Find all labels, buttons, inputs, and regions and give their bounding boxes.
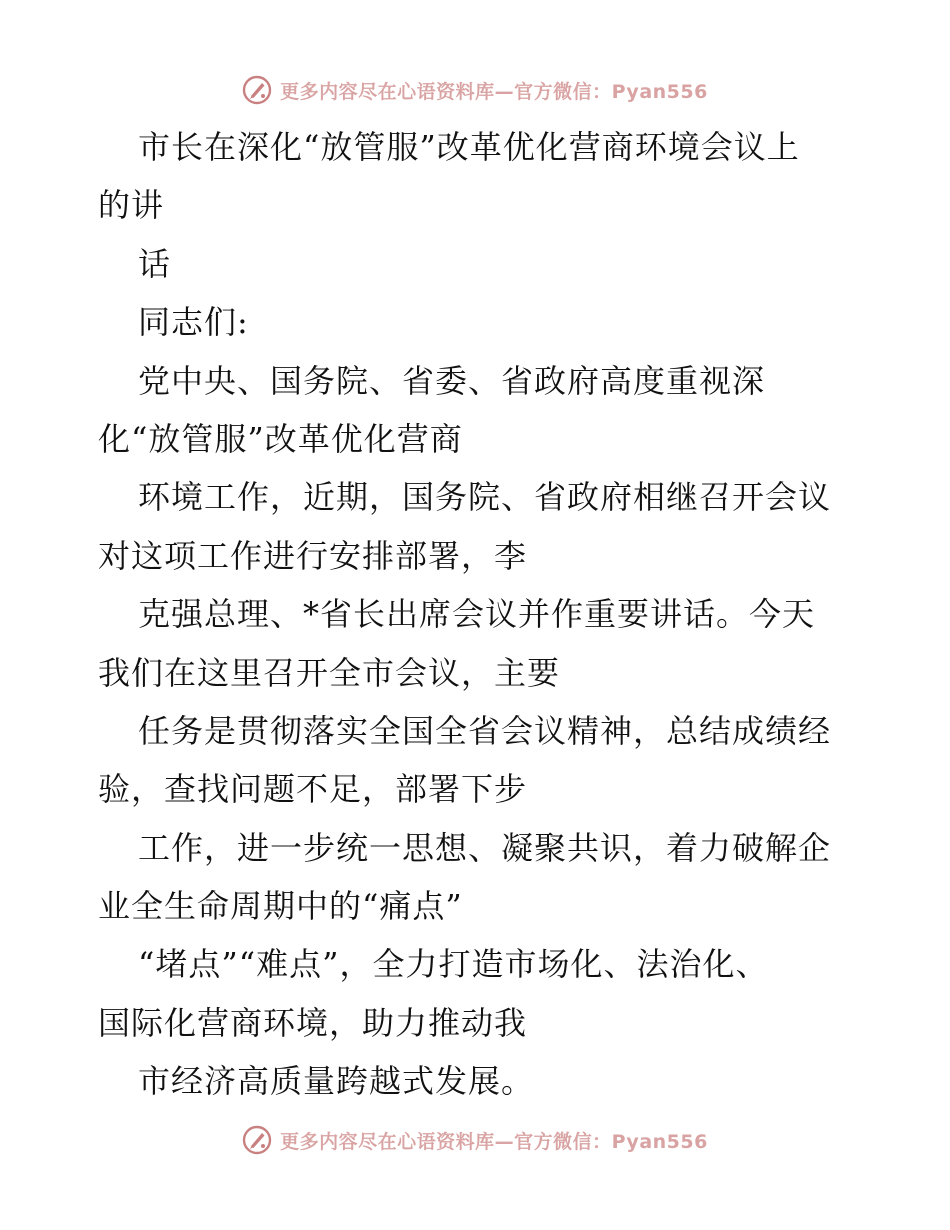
paragraph-line: 环境工作，近期，国务院、省政府相继召开会议 (138, 478, 832, 517)
watermark-text: 更多内容尽在心语资料库—官方微信：Pyan556 (280, 80, 708, 103)
paragraph-line: 业全生命周期中的“痛点” (98, 887, 463, 926)
title-line-2: 的讲 (98, 186, 165, 225)
quill-pen-seal-icon (242, 1125, 272, 1155)
paragraph-line: 对这项工作进行安排部署，李 (98, 536, 528, 575)
quill-pen-seal-icon (242, 75, 272, 105)
document-body (98, 118, 858, 1111)
paragraph-line: 验，查找问题不足，部署下步 (98, 770, 528, 809)
paragraph-line: 克强总理、*省长出席会议并作重要讲话。今天 (138, 595, 816, 634)
salutation-line: 同志们: (138, 303, 249, 342)
paragraph-line: 工作，进一步统一思想、凝聚共识，着力破解企 (138, 828, 832, 867)
footer-watermark (0, 1122, 950, 1158)
paragraph-line: 任务是贯彻落实全国全省会议精神，总结成绩经 (138, 711, 832, 750)
header-watermark (0, 72, 950, 108)
paragraph-line: 我们在这里召开全市会议，主要 (98, 653, 561, 692)
title-line-1: 市长在深化“放管服”改革优化营商环境会议上 (138, 128, 800, 166)
title-line-3: 话 (138, 244, 172, 283)
paragraph-line: “堵点”“难点”，全力打造市场化、法治化、 (138, 945, 769, 984)
paragraph-line: 化“放管服”改革优化营商 (98, 419, 463, 458)
paragraph-line: 党中央、国务院、省委、省政府高度重视深 (138, 361, 766, 400)
paragraph-line: 国际化营商环境，助力推动我 (98, 1003, 528, 1042)
watermark-text: 更多内容尽在心语资料库—官方微信：Pyan556 (280, 1130, 708, 1153)
paragraph-line: 市经济高质量跨越式发展。 (138, 1062, 535, 1101)
